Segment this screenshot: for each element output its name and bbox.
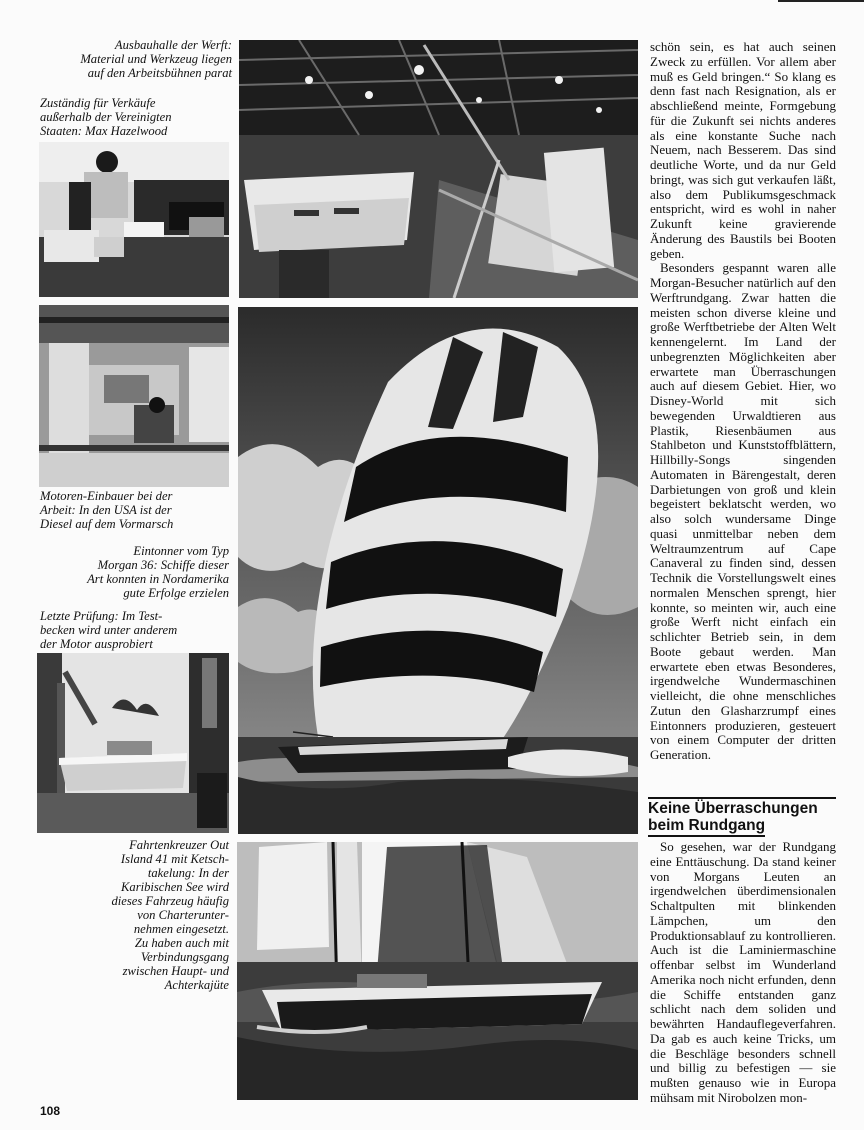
photo-hazelwood-office xyxy=(39,142,229,297)
article-column-bottom xyxy=(650,840,836,1106)
article-paragraph-3: So gesehen, war der Rundgang eine Enttäuschung. Da stand keiner von Morgans Leuten an irgendwelchen überdimensionalen Schaltpulten mit blinkenden Lämpchen, um den Produktionsablauf zu kontrollieren. Auch ist die Laminiermaschine offenbar selbst im Wunderland Amerika noch nicht erfunden, denn die Schiffe entstanden ganz schlicht nach dem soliden und bewährten Handauflegeverfahren. Da gab es auch keine Tricks, um die Beschläge besonders schnell und billig zu befestigen — sie mußten genauso wie in Europa mühsam mit Nirobolzen mon- xyxy=(650,839,836,1105)
caption-out-island: Fahrtenkreuzer Out Island 41 mit Ketsch- takelung: In der Karibischen See wird dieses Fahrzeug häufig von Charterunter- nehmen eingesetzt. Zu haben auch mit Verbindungsgang zwischen Haupt- und Achterkajüte xyxy=(111,838,229,992)
photo-ausbauhalle xyxy=(239,40,638,298)
caption-motoren: Motoren-Einbauer bei der Arbeit: In den USA ist der Diesel auf dem Vormarsch xyxy=(40,489,174,531)
caption-eintonner: Eintonner vom Typ Morgan 36: Schiffe dieser Art konnten in Nordamerika gute Erfolge erzielen xyxy=(87,544,229,600)
caption-hazelwood: Zuständig für Verkäufe außerhalb der Vereinigten Staaten: Max Hazelwood xyxy=(40,96,172,138)
article-column-top xyxy=(650,40,836,763)
caption-ausbauhalle: Ausbauhalle der Werft: Material und Werkzeug liegen auf den Arbeitsbühnen parat xyxy=(80,38,232,80)
photo-out-island-41 xyxy=(237,842,638,1100)
section-heading xyxy=(648,797,836,837)
photo-motoren-einbau xyxy=(39,305,229,487)
article-paragraph-2: Besonders gespannt waren alle Morgan-Besucher natürlich auf den Werftrundgang. Zwar hatten die meisten schon diverse kleine und große Werftbetriebe der Alten Welt kennengelernt. Im Land der unbegrenzten Möglichkeiten aber erwartete man Überraschungen auch auf diesem Gebiet. Hier, wo Disney-World mit sich bewegenden Urwaldtieren aus Plastik, Riesenbäumen aus Stahlbeton und Kunststoffblättern, Hillbilly-Songs singenden Automaten in Bärengestalt, deren Darbietungen von groß und klein begeistert beklatscht werden, wo also solch wundersame Dinge quasi unmittelbar neben dem Weltraumzentrum auf Cape Canaveral zu finden sind, dessen Technik die Vorstellungswelt eines normalen Menschen sprengt, hier konnte, so meinten wir, auch eine große Werft nicht einfach ein schlichter Betrieb sein, in dem Boote gebaut werden. Man erwartete eben etwas Besonderes, irgendwelche Wundermaschinen vielleicht, die ohne menschliches Zutun den Glasharzrumpf eines Eintonners produzieren, gesteuert von einem Computer der dritten Generation. xyxy=(650,260,836,762)
caption-pruefung: Letzte Prüfung: Im Test- becken wird unter anderem der Motor ausprobiert xyxy=(40,609,178,651)
section-heading-line-1: Keine Überraschungen xyxy=(648,800,818,817)
top-rule xyxy=(778,0,864,2)
article-paragraph-1: schön sein, es hat auch seinen Zweck zu erfüllen. Vor allem aber muß es Geld bringen.“ So klang es denn fast nach Resignation, als er abschließend meinte, Formgebung für die Zukunft sei nichts anderes als eine konstante Suche nach Neuem, nach Besserem. Das sind deutliche Worte, und da nur Geld bringt, was sich gut verkaufen läßt, also dem Publikumsgeschmack entspricht, wird es wohl in naher Zukunft keine gravierende Änderung des Baustils bei Booten geben. xyxy=(650,39,836,261)
photo-eintonner-spinnaker xyxy=(238,307,638,834)
page-number: 108 xyxy=(40,1104,61,1118)
section-heading-line-2: beim Rundgang xyxy=(648,817,765,837)
photo-testbecken xyxy=(37,653,229,833)
